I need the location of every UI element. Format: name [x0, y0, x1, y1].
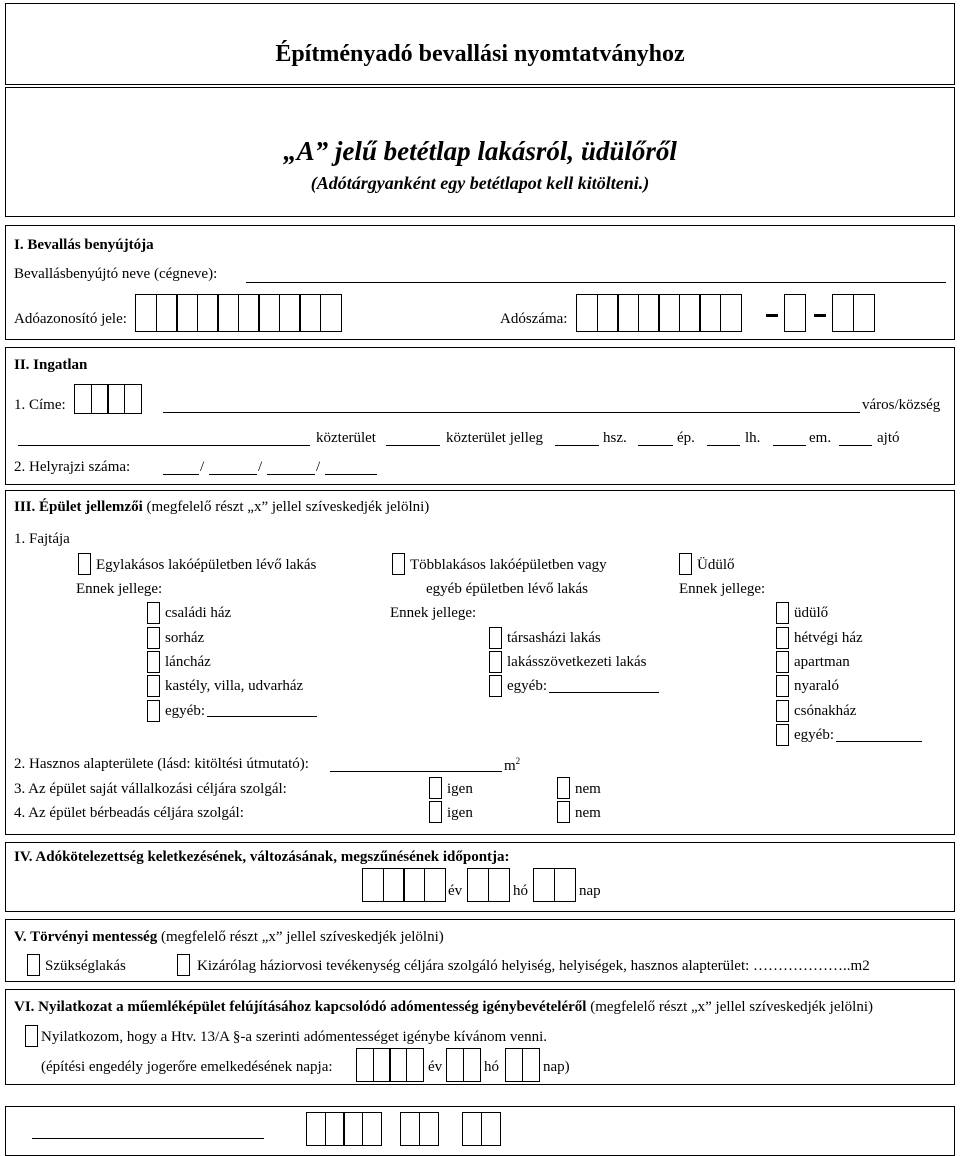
- checkbox-own-business-no[interactable]: [557, 777, 570, 799]
- terraced-house-label: sorház: [165, 630, 205, 646]
- checkbox-emergency-housing[interactable]: [27, 954, 40, 976]
- multi-dwelling-label-1: Többlakásos lakóépületben vagy: [410, 557, 607, 573]
- section-v-instruction: (megfelelő részt „x” jellel szíveskedjék jelölni): [157, 929, 444, 945]
- signature-day-boxes[interactable]: [462, 1112, 499, 1146]
- header-section: [5, 3, 955, 85]
- rental-label: 4. Az épület bérbeadás céljára szolgál:: [14, 805, 244, 821]
- obligation-month-label: hó: [513, 883, 528, 899]
- checkbox-col1-other[interactable]: [147, 700, 160, 722]
- section-vi-title: VI. Nyilatkozat a műemléképület felújításához kapcsolódó adómentesség igénybevételéről: [14, 999, 587, 1015]
- section-vi-instruction: (megfelelő részt „x” jellel szíveskedjék jelölni): [586, 999, 873, 1015]
- checkbox-multi-dwelling[interactable]: [392, 553, 405, 575]
- floor-field[interactable]: [773, 445, 806, 446]
- section-iii-instruction: (megfelelő részt „x” jellel szíveskedjék jelölni): [142, 499, 430, 515]
- postal-code-boxes[interactable]: [74, 384, 140, 414]
- col3-other-field[interactable]: [836, 741, 922, 742]
- checkbox-apartment[interactable]: [776, 651, 789, 673]
- floor-label: em.: [809, 430, 832, 446]
- door-label: ajtó: [877, 430, 900, 446]
- checkbox-col3-other[interactable]: [776, 724, 789, 746]
- lot-field-1[interactable]: [163, 474, 199, 475]
- checkbox-gp-practice[interactable]: [177, 954, 190, 976]
- rental-no-label: nem: [575, 805, 601, 821]
- checkbox-terraced-house[interactable]: [147, 627, 160, 649]
- checkbox-monument-declaration[interactable]: [25, 1025, 38, 1047]
- permit-month-boxes[interactable]: [446, 1048, 479, 1082]
- area-unit: [504, 757, 520, 774]
- section-iii-title: III. Épület jellemzői: [14, 499, 143, 515]
- checkbox-holiday-home[interactable]: [679, 553, 692, 575]
- lot-slash-3: /: [316, 459, 321, 475]
- city-field[interactable]: [163, 412, 860, 413]
- checkbox-boathouse[interactable]: [776, 700, 789, 722]
- cottage-label: nyaraló: [794, 678, 839, 694]
- villa-label: kastély, villa, udvarház: [165, 678, 304, 694]
- tax-id-boxes[interactable]: [135, 294, 340, 332]
- permit-day-boxes[interactable]: [505, 1048, 538, 1082]
- checkbox-resort[interactable]: [776, 602, 789, 624]
- tax-number-boxes-county[interactable]: [832, 294, 873, 332]
- col2-other-label: egyéb:: [507, 678, 547, 694]
- area-label: 2. Hasznos alapterülete (lásd: kitöltési útmutató):: [14, 756, 309, 772]
- permit-year-label: év: [428, 1059, 443, 1075]
- section-iii-heading: [14, 500, 429, 515]
- own-business-yes-label: igen: [447, 781, 473, 797]
- gp-practice-label: Kizárólag háziorvosi tevékenység céljára szolgáló helyiség, helyiségek, hasznos alapterület: ………………..m2: [197, 958, 870, 974]
- checkbox-own-business-yes[interactable]: [429, 777, 442, 799]
- checkbox-condominium[interactable]: [489, 627, 502, 649]
- single-dwelling-label: Egylakásos lakóépületben lévő lakás: [96, 557, 317, 573]
- section-iv-heading: IV. Adókötelezettség keletkezésének, változásának, megszűnésének időpontja:: [14, 849, 510, 865]
- tax-id-label: Adóazonosító jele:: [14, 311, 127, 327]
- resort-label: üdülő: [794, 605, 829, 621]
- section-i-heading: I. Bevallás benyújtója: [14, 237, 154, 253]
- single-nature-label: Ennek jellege:: [76, 581, 163, 597]
- house-number-field[interactable]: [555, 445, 599, 446]
- condominium-label: társasházi lakás: [507, 630, 601, 646]
- address-label: 1. Címe:: [14, 397, 66, 413]
- col1-other-field[interactable]: [207, 716, 317, 717]
- checkbox-chain-house[interactable]: [147, 651, 160, 673]
- obligation-year-boxes[interactable]: [362, 868, 444, 902]
- lot-field-3[interactable]: [267, 474, 315, 475]
- lot-slash-1: /: [200, 459, 205, 475]
- signature-month-boxes[interactable]: [400, 1112, 437, 1146]
- col2-other-field[interactable]: [549, 692, 659, 693]
- obligation-year-label: év: [448, 883, 463, 899]
- multi-nature-label: Ennek jellege:: [390, 605, 477, 621]
- insert-subtitle: (Adótárgyanként egy betétlapot kell kitölteni.): [310, 173, 650, 193]
- permit-day-label: nap): [543, 1059, 570, 1075]
- emergency-housing-label: Szükséglakás: [45, 958, 126, 974]
- section-property: [5, 347, 955, 485]
- obligation-month-boxes[interactable]: [467, 868, 508, 902]
- city-label: város/község: [862, 397, 941, 413]
- staircase-field[interactable]: [707, 445, 740, 446]
- tax-number-dash-2: [814, 314, 826, 317]
- area-unit-exp: 2: [515, 756, 521, 766]
- checkbox-col2-other[interactable]: [489, 675, 502, 697]
- section-v-title: V. Törvényi mentesség: [14, 929, 158, 945]
- own-business-label: 3. Az épület saját vállalkozási céljára szolgál:: [14, 781, 287, 797]
- family-house-label: családi ház: [165, 605, 232, 621]
- tax-number-boxes-main[interactable]: [576, 294, 740, 332]
- permit-month-label: hó: [484, 1059, 499, 1075]
- house-number-label: hsz.: [603, 430, 627, 446]
- submitter-name-label: Bevallásbenyújtó neve (cégneve):: [14, 266, 218, 282]
- page-title: Építményadó bevallási nyomtatványhoz: [275, 41, 685, 67]
- building-field[interactable]: [638, 445, 673, 446]
- insert-title: „A” jelű betétlap lakásról, üdülőről: [283, 136, 677, 166]
- door-field[interactable]: [839, 445, 872, 446]
- chain-house-label: láncház: [165, 654, 211, 670]
- section-ii-heading: II. Ingatlan: [14, 357, 88, 373]
- lot-field-2[interactable]: [209, 474, 257, 475]
- section-vi-heading: [14, 1000, 873, 1015]
- submitter-name-field[interactable]: [246, 282, 946, 283]
- permit-date-label: (építési engedély jogerőre emelkedésének napja:: [41, 1059, 333, 1075]
- tax-number-box-vat[interactable]: [784, 294, 805, 332]
- building-label: ép.: [677, 430, 695, 446]
- permit-year-boxes[interactable]: [356, 1048, 422, 1082]
- lot-slash-2: /: [258, 459, 263, 475]
- checkbox-rental-yes[interactable]: [429, 801, 442, 823]
- checkbox-rental-no[interactable]: [557, 801, 570, 823]
- street-type-field[interactable]: [386, 445, 440, 446]
- checkbox-weekend-house[interactable]: [776, 627, 789, 649]
- area-unit-m: m: [504, 758, 516, 774]
- checkbox-single-dwelling[interactable]: [78, 553, 91, 575]
- own-business-no-label: nem: [575, 781, 601, 797]
- col3-other-label: egyéb:: [794, 727, 834, 743]
- area-field[interactable]: [330, 771, 502, 772]
- signature-place-field[interactable]: [32, 1138, 264, 1139]
- lot-field-4[interactable]: [325, 474, 377, 475]
- boathouse-label: csónakház: [794, 703, 857, 719]
- tax-number-label: Adószáma:: [500, 311, 568, 327]
- apartment-label: apartman: [794, 654, 850, 670]
- checkbox-cooperative[interactable]: [489, 651, 502, 673]
- monument-declaration-label: Nyilatkozom, hogy a Htv. 13/A §-a szerinti adómentességet igénybe kívánom venni.: [41, 1029, 547, 1045]
- holiday-home-label: Üdülő: [697, 557, 735, 573]
- staircase-label: lh.: [745, 430, 761, 446]
- tax-number-dash-1: [766, 314, 778, 317]
- street-label: közterület: [316, 430, 376, 446]
- insert-title-section: [5, 87, 955, 217]
- checkbox-family-house[interactable]: [147, 602, 160, 624]
- obligation-day-label: nap: [579, 883, 601, 899]
- section-v-heading: [14, 930, 444, 945]
- checkbox-cottage[interactable]: [776, 675, 789, 697]
- lot-number-label: 2. Helyrajzi száma:: [14, 459, 131, 475]
- street-field[interactable]: [18, 445, 310, 446]
- signature-year-boxes[interactable]: [306, 1112, 380, 1146]
- checkbox-villa[interactable]: [147, 675, 160, 697]
- kind-label: 1. Fajtája: [14, 531, 70, 547]
- col1-other-label: egyéb:: [165, 703, 205, 719]
- rental-yes-label: igen: [447, 805, 473, 821]
- cooperative-label: lakásszövetkezeti lakás: [507, 654, 647, 670]
- street-type-label: közterület jelleg: [446, 430, 544, 446]
- multi-dwelling-label-2: egyéb épületben lévő lakás: [426, 581, 589, 597]
- weekend-house-label: hétvégi ház: [794, 630, 863, 646]
- holiday-nature-label: Ennek jellege:: [679, 581, 766, 597]
- obligation-day-boxes[interactable]: [533, 868, 574, 902]
